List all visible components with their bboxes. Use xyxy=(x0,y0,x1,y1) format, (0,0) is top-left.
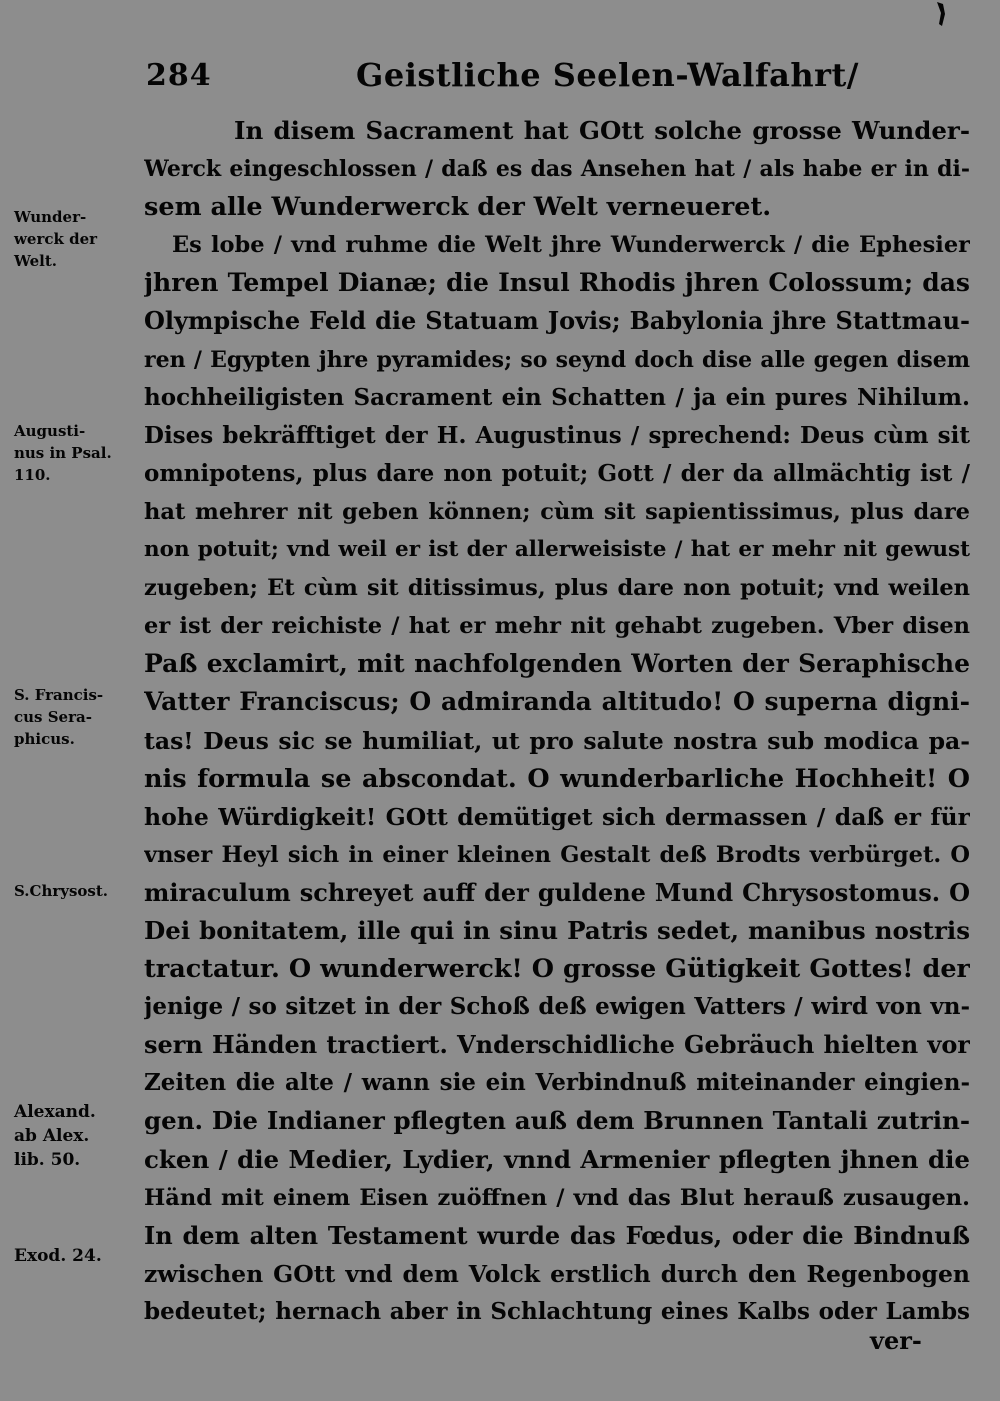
page-number: 284 xyxy=(146,58,212,93)
text-line: Zeiten die alte / wann sie ein Verbindnuß miteinander eingien- xyxy=(144,1069,970,1097)
margin-note-franciscus xyxy=(14,684,132,750)
text-line: Dei bonitatem, ille qui in sinu Patris sedet, manibus nostris xyxy=(144,915,970,945)
text-line: sern Händen tractiert. Vnderschidliche Gebräuch hielten vor xyxy=(144,1030,970,1060)
margin-note-augustinus xyxy=(14,420,132,486)
text-line: gen. Die Indianer pflegten auß dem Brunnen Tantali zutrin- xyxy=(144,1106,970,1136)
text-line: miraculum schreyet auff der guldene Mund Chrysostomus. O xyxy=(144,877,970,907)
running-title: Geistliche Seelen-Walfahrt/ xyxy=(356,56,859,94)
text-line: non potuit; vnd weil er ist der allerweisiste / hat er mehr nit gewust xyxy=(144,537,970,563)
text-line: hat mehrer nit geben können; cùm sit sapientissimus, plus dare xyxy=(144,498,970,525)
text-line: hohe Würdigkeit! GOtt demütiget sich dermassen / daß er für xyxy=(144,802,970,831)
text-line: Vatter Franciscus; O admiranda altitudo! O superna digni- xyxy=(144,687,970,717)
margin-note-line: werck der xyxy=(14,230,98,248)
text-line: zugeben; Et cùm sit ditissimus, plus dare non potuit; vnd weilen xyxy=(144,575,970,602)
margin-note-line: 110. xyxy=(14,466,51,484)
margin-note-line: Alexand. xyxy=(14,1102,96,1122)
text-line: Olympische Feld die Statuam Jovis; Babylonia jhre Stattmau- xyxy=(144,306,970,336)
margin-note-line: Exod. 24. xyxy=(14,1246,102,1266)
margin-note-line: cus Sera- xyxy=(14,708,92,726)
body-text xyxy=(144,112,970,1331)
text-line: Es lobe / vnd ruhme die Welt jhre Wunderwerck / die Ephesier xyxy=(172,232,970,259)
margin-note-line: Augusti- xyxy=(14,422,86,440)
margin-note-line: Welt. xyxy=(14,252,58,270)
text-line: Dises bekräfftiget der H. Augustinus / sprechend: Deus cùm sit xyxy=(144,421,970,449)
text-line: er ist der reichiste / hat er mehr nit gehabt zugeben. Vber disen xyxy=(144,613,970,640)
margin-note-alexander xyxy=(14,1100,132,1172)
margin-note-line: lib. 50. xyxy=(14,1150,81,1170)
corner-ink-mark xyxy=(934,0,948,30)
margin-note-exodus xyxy=(14,1245,132,1267)
text-line: vnser Heyl sich in einer kleinen Gestalt deß Brodts verbürget. O xyxy=(144,841,970,868)
text-line: tractatur. O wunderwerck! O grosse Gütigkeit Gottes! der xyxy=(144,954,970,985)
margin-note-chrysostomus xyxy=(14,880,132,902)
margin-note-line: S.Chrysost. xyxy=(14,882,109,900)
text-line: sem alle Wunderwerck der Welt verneueret. xyxy=(144,192,772,223)
text-line: jhren Tempel Dianæ; die Insul Rhodis jhren Colossum; das xyxy=(144,268,970,298)
text-line: Paß exclamirt, mit nachfolgenden Worten der Seraphische xyxy=(144,649,970,679)
margin-note-line: S. Francis- xyxy=(14,686,104,704)
margin-note-line: phicus. xyxy=(14,730,75,748)
page-header xyxy=(146,50,859,102)
text-line: Händ mit einem Eisen zuöffnen / vnd das Blut herauß zusaugen. xyxy=(144,1184,970,1211)
text-line: cken / die Medier, Lydier, vnnd Armenier pflegten jhnen die xyxy=(144,1144,970,1174)
text-line: ren / Egypten jhre pyramides; so seynd doch dise alle gegen disem xyxy=(144,346,970,373)
text-line: In dem alten Testament wurde das Fœdus, oder die Bindnuß xyxy=(144,1220,970,1250)
text-line: In disem Sacrament hat GOtt solche grosse Wunder- xyxy=(234,116,970,145)
text-line: bedeutet; hernach aber in Schlachtung eines Kalbs oder Lambs xyxy=(144,1297,970,1325)
catchword: ver- xyxy=(870,1326,922,1355)
text-line: omnipotens, plus dare non potuit; Gott / der da allmächtig ist / xyxy=(144,459,970,487)
text-line: hochheiligisten Sacrament ein Schatten / ja ein pures Nihilum. xyxy=(144,383,970,411)
text-line: zwischen GOtt vnd dem Volck erstlich durch den Regenbogen xyxy=(144,1259,970,1288)
margin-note-line: Wunder- xyxy=(14,208,87,226)
margin-note-wunderwerck xyxy=(14,206,132,272)
margin-note-line: ab Alex. xyxy=(14,1126,90,1146)
text-line: jenige / so sitzet in der Schoß deß ewigen Vatters / wird von vn- xyxy=(144,993,970,1021)
margin-note-line: nus in Psal. xyxy=(14,444,112,462)
text-line: nis formula se abscondat. O wunderbarliche Hochheit! O xyxy=(144,763,970,794)
text-line: tas! Deus sic se humiliat, ut pro salute nostra sub modica pa- xyxy=(144,726,970,755)
text-line: Werck eingeschlossen / daß es das Ansehen hat / als habe er in di- xyxy=(144,156,970,183)
